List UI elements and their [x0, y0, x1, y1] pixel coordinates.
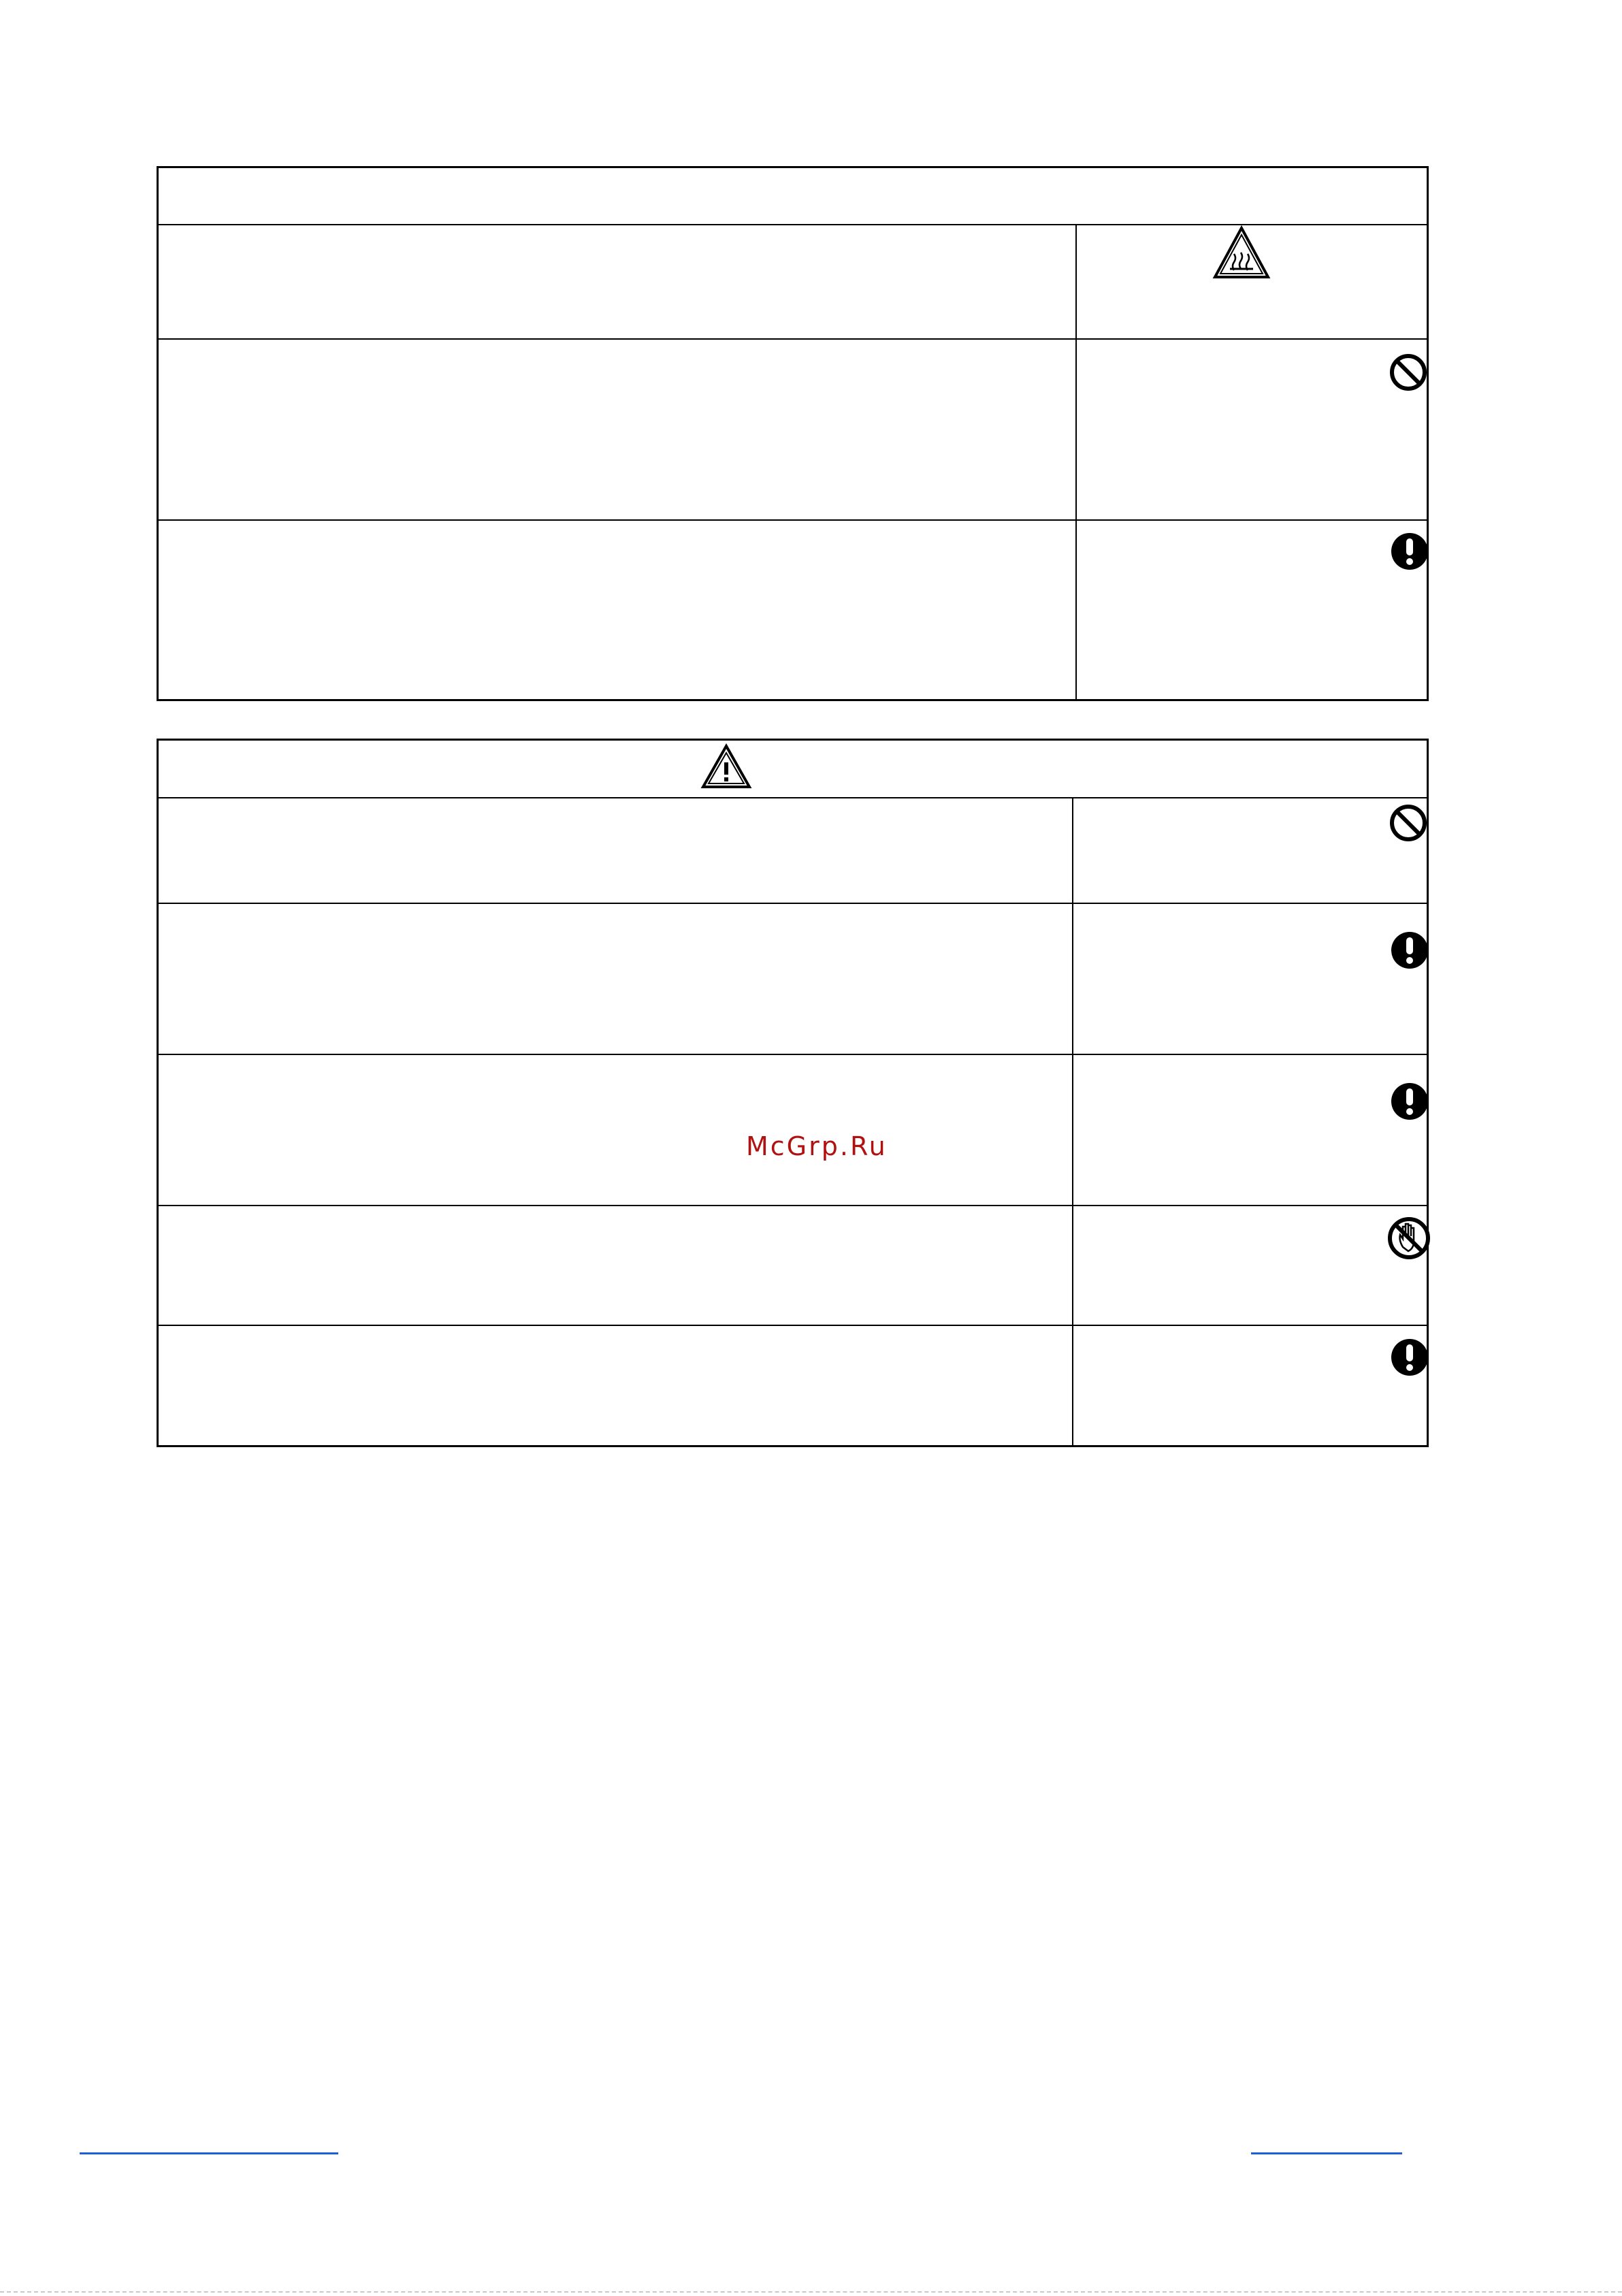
table-row: [159, 521, 1427, 701]
hot-surface-warning-icon: [1212, 225, 1271, 280]
watermark: McGrp.Ru: [746, 1131, 888, 1161]
table-header: [159, 741, 1427, 798]
safety-table-warning: [157, 166, 1429, 701]
column-divider: [1072, 1055, 1073, 1205]
safety-table-caution: [157, 739, 1429, 1447]
column-divider: [1072, 1206, 1073, 1325]
table-row: [159, 798, 1427, 904]
table-row: [159, 904, 1427, 1055]
table-row: [159, 1055, 1427, 1206]
prohibition-icon: [1388, 352, 1429, 393]
table-row: [159, 340, 1427, 521]
column-divider: [1075, 225, 1077, 338]
footer-link-right[interactable]: [1251, 2152, 1402, 2154]
column-divider: [1075, 521, 1077, 701]
footer-link-left[interactable]: [80, 2152, 338, 2154]
mandatory-action-icon: [1389, 930, 1430, 971]
table-row: [159, 225, 1427, 340]
caution-triangle-icon: [700, 743, 752, 790]
table-header: [159, 168, 1427, 225]
no-wet-hands-icon: [1386, 1216, 1431, 1261]
mandatory-action-icon: [1389, 531, 1430, 572]
table-row: [159, 1326, 1427, 1445]
page-bottom-rule: [0, 2291, 1622, 2293]
table-row: [159, 1206, 1427, 1326]
mandatory-action-icon: [1389, 1081, 1430, 1122]
column-divider: [1072, 1326, 1073, 1445]
column-divider: [1075, 340, 1077, 519]
column-divider: [1072, 798, 1073, 903]
mandatory-action-icon: [1389, 1337, 1430, 1378]
prohibition-icon: [1388, 803, 1429, 843]
column-divider: [1072, 904, 1073, 1054]
